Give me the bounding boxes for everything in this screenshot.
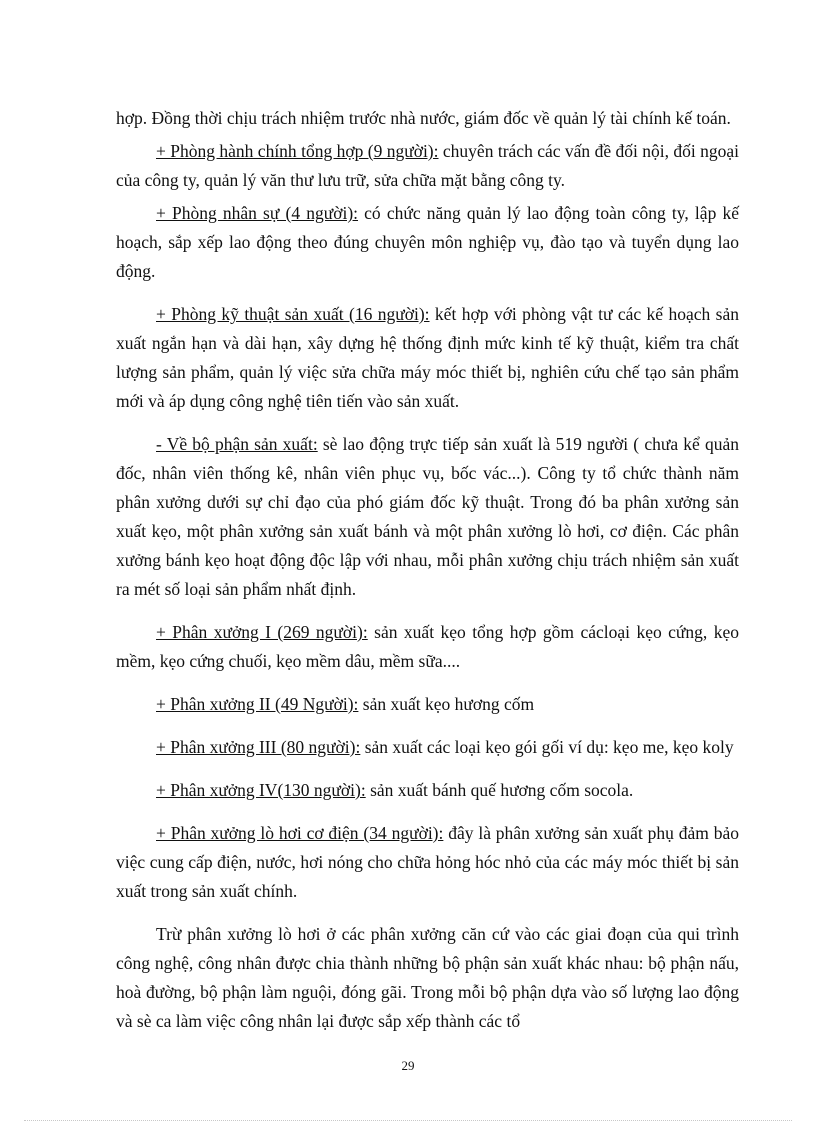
paragraph-workshop-2-heading: + Phân xưởng II (49 Người): [156, 694, 359, 714]
paragraph-production [116, 430, 739, 604]
paragraph-workshop-3-text: sản xuất các loại kẹo gói gối ví dụ: kẹo me, kẹo koly [360, 737, 734, 757]
paragraph-admin-office-heading: + Phòng hành chính tổng hợp (9 người): [156, 141, 439, 161]
paragraph-boiler-workshop [116, 819, 739, 906]
paragraph-workshop-1-text: sản xuất kẹo tổng hợp gồm cácloại kẹo cứng, kẹo mềm, kẹo cứng chuối, kẹo mềm dâu, mềm sữa.... [116, 622, 739, 671]
paragraph-workshop-4-text: sản xuất bánh quế hương cốm socola. [365, 780, 634, 800]
paragraph-1 [116, 104, 739, 133]
paragraph-hr-office-text: có chức năng quản lý lao động toàn công ty, lập kế hoạch, sắp xếp lao động theo đúng chuyên môn nghiệp vụ, đào tạo và tuyển dụng lao động. [116, 203, 739, 281]
paragraph-tech-office-heading: + Phòng kỹ thuật sản xuất (16 người): [156, 304, 430, 324]
paragraph-workshop-4 [116, 776, 739, 805]
paragraph-production-heading: - Về bộ phận sản xuất: [156, 434, 318, 454]
paragraph-workshop-1-heading: + Phân xưởng I (269 người): [156, 622, 368, 642]
paragraph-workshop-3-heading: + Phân xưởng III (80 người): [156, 737, 361, 757]
paragraph-admin-office [116, 137, 739, 195]
paragraph-workshop-2 [116, 690, 739, 719]
paragraph-closing-text: Trừ phân xưởng lò hơi ở các phân xưởng căn cứ vào các giai đoạn của qui trình công nghệ, công nhân được chia thành những bộ phận sản xuất khác nhau: bộ phận nấu, hoà đường, bộ phận làm nguội, đóng gãi. Trong mỗi bộ phận dựa vào số lượng lao động và sè ca làm việc công nhân lại được sắp xếp thành các tổ [116, 924, 739, 1031]
page-bottom-divider [24, 1120, 792, 1121]
paragraph-closing [116, 920, 739, 1036]
paragraph-tech-office [116, 300, 739, 416]
paragraph-tech-office-text: kết hợp với phòng vật tư các kế hoạch sản xuất ngắn hạn và dài hạn, xây dựng hệ thống định mức kinh tế kỹ thuật, kiểm tra chất lượng sản phẩm, quản lý việc sửa chữa máy móc thiết bị, nghiên cứu chế tạo sản phẩm mới và áp dụng công nghệ tiên tiến vào sản xuất. [116, 304, 739, 411]
paragraph-boiler-workshop-heading: + Phân xưởng lò hơi cơ điện (34 người): [156, 823, 444, 843]
paragraph-admin-office-text: chuyên trách các vấn đề đối nội, đối ngoại của công ty, quản lý văn thư lưu trữ, sửa chữa mặt bằng công ty. [116, 141, 740, 190]
paragraph-workshop-4-heading: + Phân xưởng IV(130 người): [156, 780, 366, 800]
paragraph-boiler-workshop-text: đây là phân xưởng sản xuất phụ đảm bảo việc cung cấp điện, nước, hơi nóng cho chữa hỏng hóc nhỏ của các máy móc thiết bị sản xuất trong sản xuất chính. [116, 823, 739, 901]
paragraph-hr-office [116, 199, 739, 286]
paragraph-hr-office-heading: + Phòng nhân sự (4 người): [156, 203, 359, 223]
paragraph-production-text: sè lao động trực tiếp sản xuất là 519 người ( chưa kể quản đốc, nhân viên thống kê, nhân viên phục vụ, bốc vác...). Công ty tổ chức thành năm phân xưởng dưới sự chỉ đạo của phó giám đốc kỹ thuật. Trong đó ba phân xưởng sản xuất kẹo, một phân xưởng sản xuất bánh và một phân xưởng lò hơi, cơ điện. Các phân xưởng bánh kẹo hoạt động độc lập với nhau, mỗi phân xưởng chịu trách nhiệm sản xuất ra mét số loại sản phẩm nhất định. [116, 434, 739, 599]
paragraph-workshop-1 [116, 618, 739, 676]
paragraph-1-text: hợp. Đồng thời chịu trách nhiệm trước nhà nước, giám đốc về quản lý tài chính kế toán. [116, 108, 731, 128]
paragraph-workshop-2-text: sản xuất kẹo hương cốm [358, 694, 535, 714]
page-number: 29 [401, 1058, 415, 1073]
page-body [116, 104, 739, 1040]
paragraph-workshop-3 [116, 733, 739, 762]
